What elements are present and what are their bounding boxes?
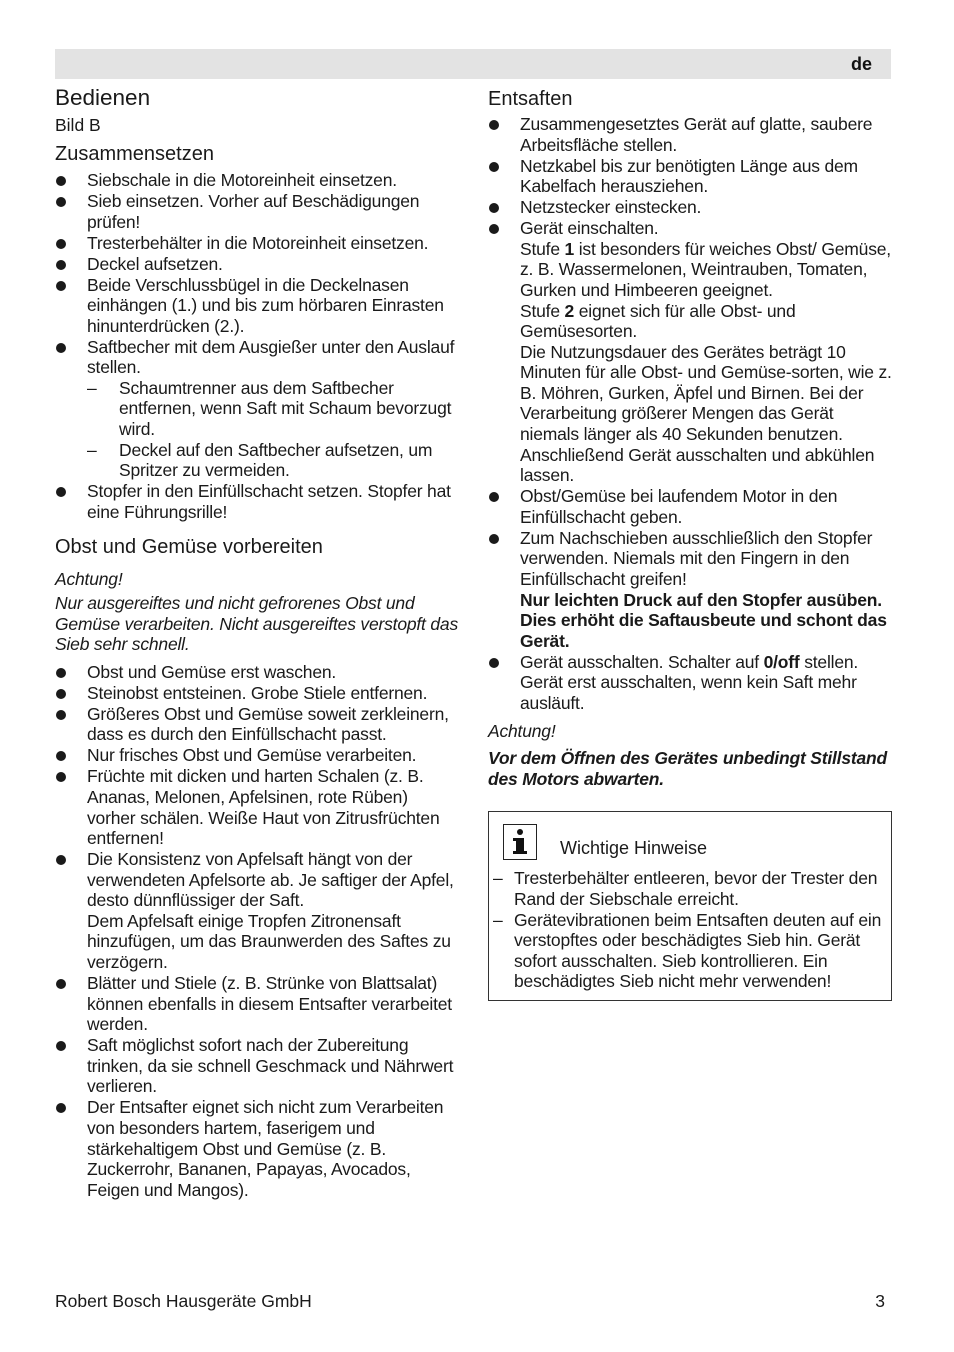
- bullet-icon: [56, 487, 66, 497]
- list-item: Obst/Gemüse bei laufendem Motor in den Einfüllschacht geben.: [488, 486, 892, 527]
- bullet-icon: [56, 343, 66, 353]
- list-item: Stopfer in den Einfüllschacht setzen. Stopfer hat eine Führungsrille!: [55, 481, 460, 522]
- prepare-heading: Obst und Gemüse vorbereiten: [55, 536, 323, 559]
- bullet-icon: [56, 710, 66, 720]
- list-item: Siebschale in die Motoreinheit einsetzen.: [55, 170, 460, 191]
- bullet-icon: [56, 176, 66, 186]
- bullet-icon: [489, 534, 499, 544]
- list-item: Früchte mit dicken und harten Schalen (z. B. Ananas, Melonen, Apfelsinen, rote Rüben) vorher schälen. Weiße Haut von Zitrusfrüchten entfernen!: [55, 766, 460, 848]
- list-item: Tresterbehälter in die Motoreinheit einsetzen.: [55, 233, 460, 254]
- bullet-icon: [489, 120, 499, 130]
- list-item: Steinobst entsteinen. Grobe Stiele entfernen.: [55, 683, 460, 704]
- figure-reference: Bild B: [55, 115, 101, 135]
- list-item: Saftbecher mit dem Ausgießer unter den Auslauf stellen. – Schaumtrenner aus dem Saftbecher entfernen, wenn Saft mit Schaum bevorzugt wird. – Deckel auf den Saftbecher aufsetzen, um Spritzer zu vermeiden.: [55, 337, 460, 481]
- important-notes-box: [488, 811, 892, 1001]
- info-title: Wichtige Hinweise: [560, 837, 708, 858]
- language-code: de: [850, 54, 872, 74]
- list-item: Zusammengesetztes Gerät auf glatte, saubere Arbeitsfläche stellen.: [488, 114, 892, 155]
- bullet-icon: [56, 689, 66, 699]
- warning-title: Achtung!: [55, 569, 123, 590]
- bullet-icon: [56, 668, 66, 678]
- bullet-icon: [489, 203, 499, 213]
- list-item: Netzstecker einstecken.: [488, 197, 892, 218]
- bullet-icon: [56, 1103, 66, 1113]
- left-column: [55, 84, 460, 1201]
- bullet-icon: [56, 281, 66, 291]
- list-item: Obst und Gemüse erst waschen.: [55, 662, 460, 683]
- list-item: Sieb einsetzen. Vorher auf Beschädigungen prüfen!: [55, 191, 460, 232]
- bullet-icon: [489, 224, 499, 234]
- list-item: Blätter und Stiele (z. B. Strünke von Blattsalat) können ebenfalls in diesem Entsafter verarbeitet werden.: [55, 973, 460, 1035]
- list-item: Deckel aufsetzen.: [55, 254, 460, 275]
- info-header: [495, 820, 885, 864]
- list-item: Der Entsafter eignet sich nicht zum Verarbeiten von besonders hartem, faserigem und stärkehaltigem Obst und Gemüse (z. B. Zuckerrohr, Bananen, Papayas, Avocados, Feigen und Mangos).: [55, 1097, 460, 1200]
- list-item: Gerät einschalten. Stufe 1 ist besonders für weiches Obst/ Gemüse, z. B. Wassermelonen, Weintrauben, Tomaten, Gurken und Himbeeren geeignet. Stufe 2 eignet sich für alle Obst- und Gemüsesorten. Die Nutzungsdauer des Gerätes beträgt 10 Minuten für alle Obst- und Gemüse-sorten, wie z. B. Möhren, Gurken, Äpfel und Birnen. Bei der Verarbeitung größerer Mengen das Gerät niemals länger als 40 Sekunden benutzen. Anschließend Gerät ausschalten und abkühlen lassen.: [488, 218, 892, 486]
- info-item: – Gerätevibrationen beim Entsaften deuten auf ein verstopftes oder beschädigtes Sieb hin. Gerät sofort ausschalten. Sieb kontrollieren. Ein beschädigtes Sieb nicht mehr verwenden!: [493, 909, 882, 992]
- list-item: Zum Nachschieben ausschließlich den Stopfer verwenden. Niemals mit den Fingern in den Einfüllschacht greifen! Nur leichten Druck auf den Stopfer ausüben. Dies erhöht die Saftausbeute und schont das Gerät.: [488, 528, 892, 652]
- bullet-icon: [56, 772, 66, 782]
- prepare-list: [55, 662, 460, 1201]
- assemble-heading: Zusammensetzen: [55, 143, 214, 165]
- list-item: Größeres Obst und Gemüse soweit zerkleinern, dass es durch den Einfüllschacht passt.: [55, 704, 460, 745]
- warning-title: Achtung!: [488, 720, 556, 741]
- list-item: Gerät ausschalten. Schalter auf 0/off stellen. Gerät erst ausschalten, wenn kein Saft mehr ausläuft.: [488, 652, 892, 714]
- bullet-icon: [489, 658, 499, 668]
- list-item: Nur frisches Obst und Gemüse verarbeiten.: [55, 745, 460, 766]
- sub-list-item: – Schaumtrenner aus dem Saftbecher entfernen, wenn Saft mit Schaum bevorzugt wird.: [87, 377, 452, 440]
- list-item: Netzkabel bis zur benötigten Länge aus dem Kabelfach herausziehen.: [488, 156, 892, 197]
- bullet-icon: [56, 197, 66, 207]
- bullet-icon: [56, 751, 66, 761]
- list-item: Saft möglichst sofort nach der Zubereitung trinken, da sie schnell Geschmack und Nährwert verlieren.: [55, 1035, 460, 1097]
- footer-company: Robert Bosch Hausgeräte GmbH: [55, 1291, 312, 1311]
- sub-list-item: – Deckel auf den Saftbecher aufsetzen, um Spritzer zu vermeiden.: [87, 439, 433, 481]
- info-list: [493, 868, 885, 992]
- list-item: Die Konsistenz von Apfelsaft hängt von der verwendeten Apfelsorte ab. Je saftiger der Apfel, desto dünnflüssiger der Saft. Dem Apfelsaft einige Tropfen Zitronensaft hinzufügen, um das Braunwerden des Saftes zu verzögern.: [55, 849, 460, 973]
- bullet-icon: [489, 492, 499, 502]
- header-bar: [55, 49, 891, 79]
- section-title: Bedienen: [55, 85, 151, 110]
- bullet-icon: [489, 162, 499, 172]
- juicing-list: [488, 114, 892, 714]
- bullet-icon: [56, 260, 66, 270]
- assemble-list: [55, 170, 460, 522]
- bullet-icon: [56, 1041, 66, 1051]
- warning-text: Vor dem Öffnen des Gerätes unbedingt Stillstand des Motors abwarten.: [488, 748, 887, 789]
- info-icon: [503, 824, 537, 860]
- assemble-sublist: [87, 378, 460, 481]
- juicing-heading: Entsaften: [488, 88, 573, 110]
- bullet-icon: [56, 855, 66, 865]
- list-item: Beide Verschlussbügel in die Deckelnasen einhängen (1.) und bis zum hörbaren Einrasten hinunterdrücken (2.).: [55, 275, 460, 337]
- bullet-icon: [56, 239, 66, 249]
- page-number: 3: [875, 1291, 885, 1311]
- info-item: – Tresterbehälter entleeren, bevor der Trester den Rand der Siebschale erreicht.: [493, 868, 878, 909]
- bullet-icon: [56, 979, 66, 989]
- warning-text: Nur ausgereiftes und nicht gefrorenes Obst und Gemüse verarbeiten. Nicht ausgereiftes verstopft das Sieb sehr schnell.: [55, 593, 458, 655]
- info-glyph-icon: [510, 828, 530, 856]
- right-column: [488, 84, 892, 1001]
